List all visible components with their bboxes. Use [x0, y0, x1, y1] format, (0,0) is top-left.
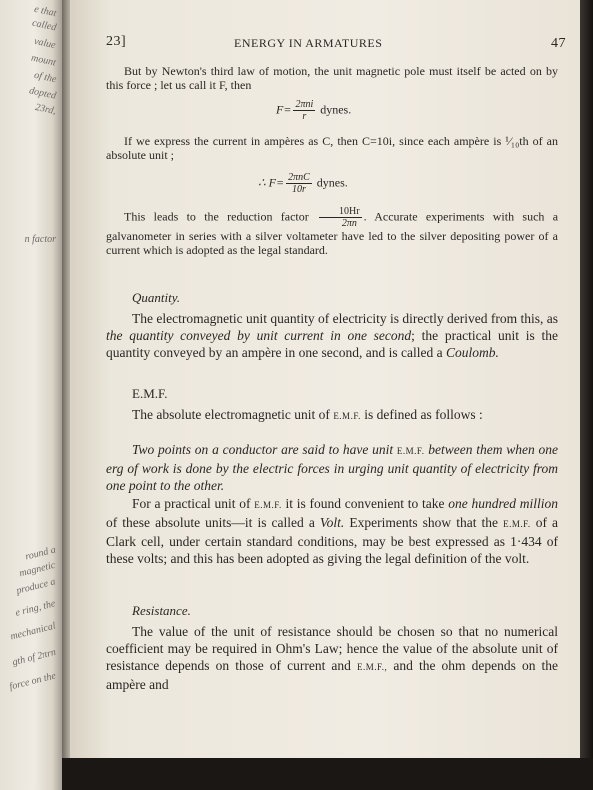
heading-emf: E.M.F. [132, 386, 168, 401]
heading-resistance: Resistance. [132, 603, 191, 618]
emf-small-caps: E.M.F. [333, 411, 361, 421]
reduction-text: such a galvanometer in series with a silver voltameter have led to the silver depositing power of a current which is adopted as the legal standard. [106, 209, 559, 257]
emf-text: The absolute electromagnetic unit of [132, 407, 330, 422]
formula-unit: dynes. [316, 175, 348, 190]
practical-text: it is found convenient to take [285, 496, 445, 511]
fraction-denominator: 10r [291, 184, 306, 195]
left-fragment: dopted [27, 85, 57, 102]
quantity-text: The electromagnetic unit quantity of electricity is directly derived from this, as [132, 311, 558, 326]
paragraph-emf-statement [106, 441, 558, 494]
left-fragment: force on the [7, 670, 57, 693]
left-fragment: e that [32, 3, 57, 20]
formula-fraction [286, 172, 312, 195]
left-fragment: n factor [24, 234, 56, 245]
left-page-edge [0, 0, 62, 790]
heading-quantity: Quantity. [132, 290, 181, 305]
fraction-denominator: 2πn [341, 218, 357, 229]
practical-italic: one hundred million [448, 496, 559, 511]
fraction-denominator: r [302, 111, 307, 122]
left-fragment: round a [24, 544, 57, 563]
left-fragment: called [30, 17, 57, 34]
left-fragment: mount [30, 52, 57, 69]
emf-small-caps: E.M.F. [396, 446, 425, 456]
formula-unit: dynes. [320, 102, 352, 117]
left-fragment: gth of 2πrn [10, 646, 57, 669]
practical-text: Experiments show that the [349, 515, 499, 530]
practical-text: of a Clark cell, under certain standard conditions, may be best expressed as 1·434 of these volts; and this has been adopted as giving the legal definition of the volt. [106, 515, 558, 566]
formula-force [276, 99, 351, 122]
resistance-small-caps: E.M.F., [357, 662, 388, 672]
left-fragment: of the [32, 69, 57, 86]
practical-text: For a practical unit of [132, 496, 251, 511]
emf-italic-text: Two points on a conductor are said to have unit [132, 442, 394, 457]
resistance-text: and the ohm depends on the ampère and [106, 658, 559, 692]
paragraph-resistance [106, 623, 558, 693]
page-edge-shadow [580, 0, 593, 790]
background-surface [62, 758, 593, 790]
emf-italic-text: between them when one erg of work is done by the electric forces in urging unit quantity of electricity from one point to the other. [106, 442, 559, 493]
fraction-numerator: 2πnC [288, 172, 310, 183]
page-number: 47 [551, 36, 566, 51]
practical-text: of these absolute units—it is called a [106, 515, 315, 530]
paragraph-practical-unit [106, 495, 558, 567]
fraction-numerator: 2πni [295, 99, 314, 110]
quantity-italic: Coulomb. [446, 345, 499, 360]
fraction-numerator: 10Hr [319, 206, 362, 218]
left-fragment: mechanical [9, 620, 57, 643]
reduction-fraction [319, 206, 362, 229]
left-fragment: produce a [15, 576, 57, 597]
practical-small-caps: E.M.F. [503, 519, 531, 529]
section-number: 23] [106, 34, 127, 49]
emf-text: is defined as follows : [364, 407, 483, 422]
formula-lhs: F= [276, 102, 292, 117]
formula-lhs: ∴ F= [258, 175, 285, 190]
paragraph-current: If we express the current in ampères as C, then C=10i, since each ampère is ¹⁄₁₀th of an absolute unit ; [106, 134, 558, 162]
reduction-text: . Accurate experiments with [363, 209, 515, 224]
paragraph-newton: But by Newton's third law of motion, the unit magnetic pole must itself be acted on by this force ; let us call it F, then [106, 64, 558, 92]
book-page [70, 0, 580, 758]
quantity-text: ; the practical unit is the quantity conveyed by an ampère in one second, and is called a [106, 328, 558, 360]
paragraph-reduction [106, 206, 558, 257]
left-fragment: 23rd, [34, 101, 57, 118]
left-fragment: e ring, the [14, 598, 57, 619]
reduction-text: This leads to the reduction factor [124, 209, 309, 224]
paragraph-emf-definition [106, 406, 558, 425]
left-fragment: value [33, 35, 57, 52]
running-header [106, 34, 566, 54]
paragraph-quantity [106, 310, 558, 361]
quantity-italic: the quantity conveyed by unit current in one second [106, 328, 412, 343]
left-fragment: magnetic [18, 559, 57, 580]
practical-italic: Volt. [319, 515, 345, 530]
formula-fraction [293, 99, 315, 122]
formula-force-amperes [258, 172, 348, 195]
practical-small-caps: E.M.F. [254, 500, 282, 510]
resistance-text: The value of the unit of resistance should be chosen so that no numerical coefficient may be required in Ohm's Law; hence the value of the absolute unit of resistance depends on those of current and [106, 624, 558, 673]
running-title: ENERGY IN ARMATURES [234, 36, 383, 50]
